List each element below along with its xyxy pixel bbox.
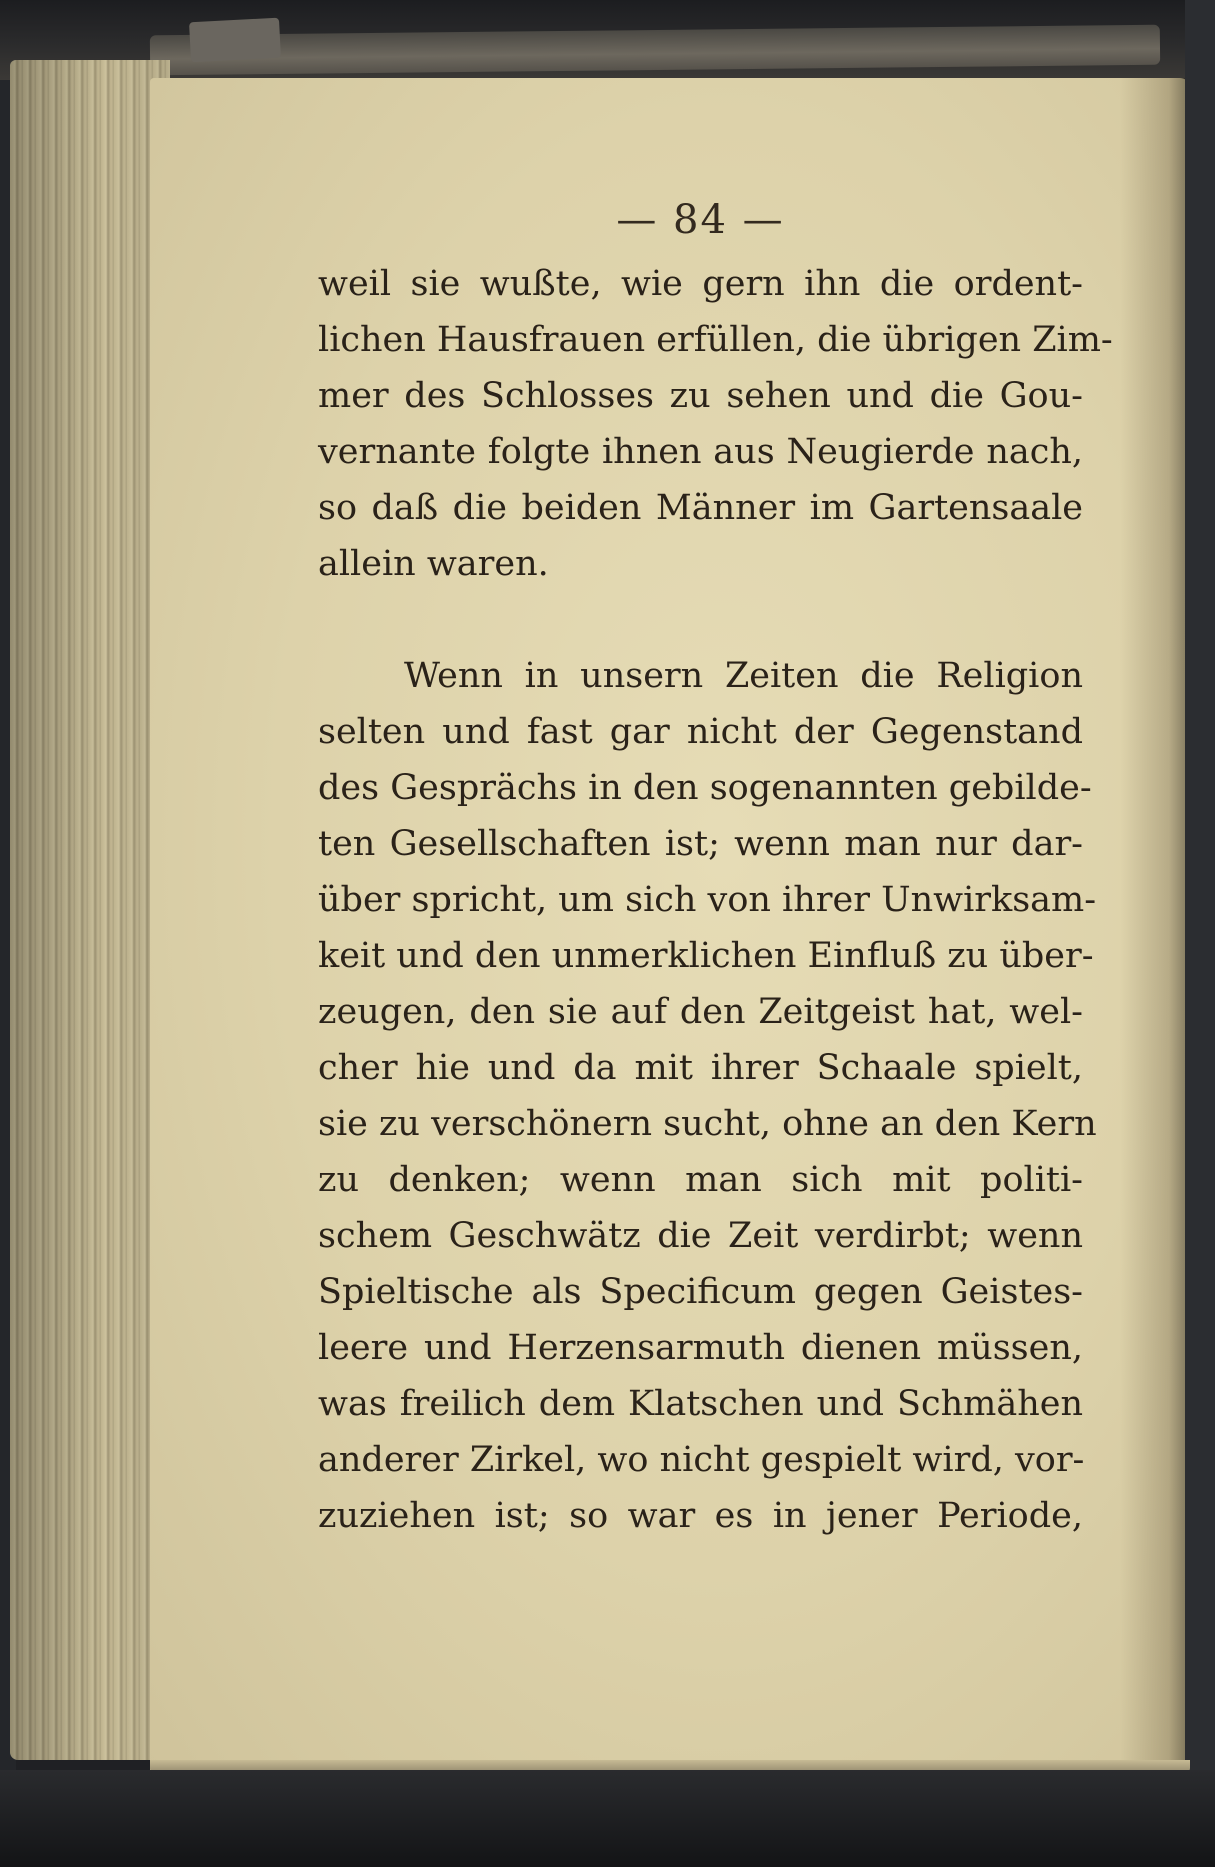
text-line: über spricht, um sich von ihrer Unwirksam- — [318, 880, 1097, 920]
text-line: anderer Zirkel, wo nicht gespielt wird, vor- — [318, 1440, 1085, 1480]
text-line: vernante folgte ihnen aus Neugierde nach, — [318, 432, 1083, 472]
text-line: Spieltische als Specificum gegen Geistes- — [318, 1272, 1083, 1312]
text-line: mer des Schlosses zu sehen und die Gou- — [318, 376, 1083, 416]
text-line: selten und fast gar nicht der Gegenstand — [318, 712, 1083, 752]
paragraph-1 — [318, 256, 1113, 592]
bottom-dark-margin — [0, 1770, 1215, 1867]
right-dark-margin — [1185, 0, 1215, 1867]
text-line: zeugen, den sie auf den Zeitgeist hat, wel- — [318, 992, 1083, 1032]
text-line: zu denken; wenn man sich mit politi- — [318, 1160, 1083, 1200]
text-line: was freilich dem Klatschen und Schmähen — [318, 1384, 1083, 1424]
text-line: des Gesprächs in den sogenannten gebilde- — [318, 768, 1092, 808]
paragraph-2 — [318, 648, 1097, 1544]
binding-tab — [189, 18, 281, 63]
text-line: zuziehen ist; so war es in jener Periode, — [318, 1496, 1083, 1536]
text-block — [318, 190, 1113, 1544]
text-line: keit und den unmerklichen Einfluß zu über- — [318, 936, 1094, 976]
text-line: allein waren. — [318, 544, 549, 584]
text-line: lichen Hausfrauen erfüllen, die übrigen Zim- — [318, 320, 1113, 360]
text-line: sie zu verschönern sucht, ohne an den Kern — [318, 1104, 1097, 1144]
text-line: so daß die beiden Männer im Gartensaale — [318, 488, 1083, 528]
text-line: leere und Herzensarmuth dienen müssen, — [318, 1328, 1083, 1368]
text-line: schem Geschwätz die Zeit verdirbt; wenn — [318, 1216, 1083, 1256]
paragraph-gap — [318, 592, 1083, 648]
text-line: cher hie und da mit ihrer Schaale spielt, — [318, 1048, 1083, 1088]
text-line: Wenn in unsern Zeiten die Religion — [404, 656, 1083, 696]
text-line: ten Gesellschaften ist; wenn man nur dar- — [318, 824, 1083, 864]
page-edges-shadow — [10, 60, 170, 1760]
page-number: — 84 — — [616, 197, 785, 243]
text-line: weil sie wußte, wie gern ihn die ordent- — [318, 264, 1083, 304]
gutter-shadow — [1120, 78, 1190, 1778]
